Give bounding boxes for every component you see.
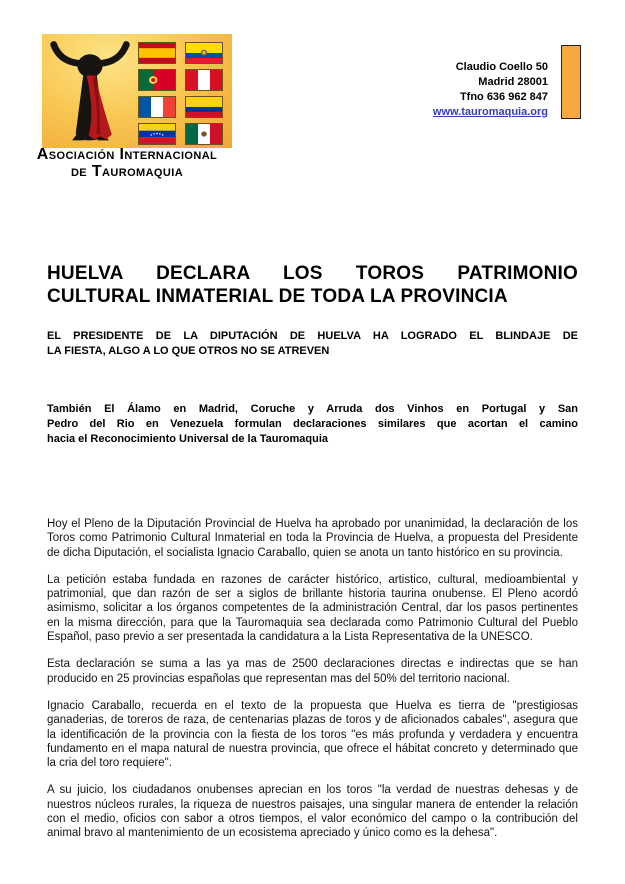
- colombia-flag-icon: [185, 96, 223, 118]
- mexico-flag-icon: [185, 123, 223, 145]
- headline: [47, 262, 578, 308]
- body-paragraph: A su juicio, los ciudadanos onubenses aprecian en los toros "la verdad de nuestras dehesas y de nuestros núcleos rurales, la riqueza de nuestros paisajes, una singular manera de entender la relación con el medio, oficios con sabor a otros tiempos, el valor económico del campo o la contribución del animal bravo al mantenimiento de un ecosistema apreciado y único como es la dehesa".: [47, 784, 578, 840]
- organization-name-line2: de Tauromaquia: [70, 163, 184, 180]
- lead-paragraph: [47, 402, 578, 447]
- lead-line2: Pedro del Rio en Venezuela formulan declaraciones similares que acortan el camino: [47, 418, 578, 430]
- subheadline-line1: EL PRESIDENTE DE LA DIPUTACIÓN DE HUELVA HA LOGRADO EL BLINDAJE DE: [47, 330, 578, 342]
- ecuador-flag-icon: [185, 42, 223, 64]
- contact-block: [433, 60, 548, 120]
- accent-bar: [561, 45, 581, 119]
- address-line2: Madrid 28001: [478, 76, 548, 88]
- spain-flag-icon: [138, 42, 176, 64]
- subheadline: [47, 329, 578, 359]
- member-country-flags: [138, 42, 223, 145]
- body-paragraph: La petición estaba fundada en razones de carácter histórico, artistico, cultural, medioambiental y patrimonial, que dan razón de ser a siglos de brillante historia taurina onubense. El Pleno acordó asimismo, solicitar a los órganos competentes de la administración Central, dar los pasos pertinentes en la misma dirección, para que la Tauromaquia sea declarada como Patrimonio Cultural del Pueblo Español, paso previo a ser presentada la candidatura a la Lista Representativa de la UNESCO.: [47, 573, 578, 644]
- body-paragraph: Esta declaración se suma a las ya mas de 2500 declaraciones directas e indirectas que se han producido en 25 provincias españolas que representan mas del 50% del territorio nacional.: [47, 658, 578, 685]
- headline-line2: CULTURAL INMATERIAL DE TODA LA PROVINCIA: [47, 286, 508, 307]
- venezuela-flag-icon: [138, 123, 176, 145]
- subheadline-line2: LA FIESTA, ALGO A LO QUE OTROS NO SE ATREVEN: [47, 345, 330, 357]
- peru-flag-icon: [185, 69, 223, 91]
- association-logo: [42, 34, 232, 148]
- bull-cape-icon: [44, 36, 136, 146]
- france-flag-icon: [138, 96, 176, 118]
- article-body: [47, 517, 578, 841]
- lead-line1: También El Álamo en Madrid, Coruche y Arruda dos Vinhos en Portugal y San: [47, 403, 578, 415]
- organization-name-line1: Asociación Internacional: [36, 146, 218, 163]
- address-line1: Claudio Coello 50: [455, 61, 548, 73]
- body-paragraph: Hoy el Pleno de la Diputación Provincial de Huelva ha aprobado por unanimidad, la declaración de los Toros como Patrimonio Cultural Inmaterial en toda la Provincia de Huelva, a propuesta del Presidente de dicha Diputación, el socialista Ignacio Caraballo, quien se anota un tanto histórico en su provincia.: [47, 518, 578, 559]
- phone-number: Tfno 636 962 847: [459, 91, 548, 103]
- body-paragraph: Ignacio Caraballo, recuerda en el texto de la propuesta que Huelva es tierra de "prestigiosas ganaderias, de toreros de raza, de centenarias plazas de toros y de aficionados cabales", asegura que la identificación de la provincia con la fiesta de los toros "es más profunda y verdadera y encuentra fundamento en el mapa natural de nuestra provincia, que ofrece el hábitat concreto y determinado que la cria del toro requiere".: [47, 699, 578, 770]
- website-link[interactable]: www.tauromaquia.org: [432, 106, 548, 118]
- organization-name: [12, 146, 242, 180]
- lead-line3: hacia el Reconocimiento Universal de la Tauromaquia: [47, 433, 328, 445]
- portugal-flag-icon: [138, 69, 176, 91]
- article: [47, 262, 578, 854]
- headline-line1: HUELVA DECLARA LOS TOROS PATRIMONIO: [47, 263, 578, 284]
